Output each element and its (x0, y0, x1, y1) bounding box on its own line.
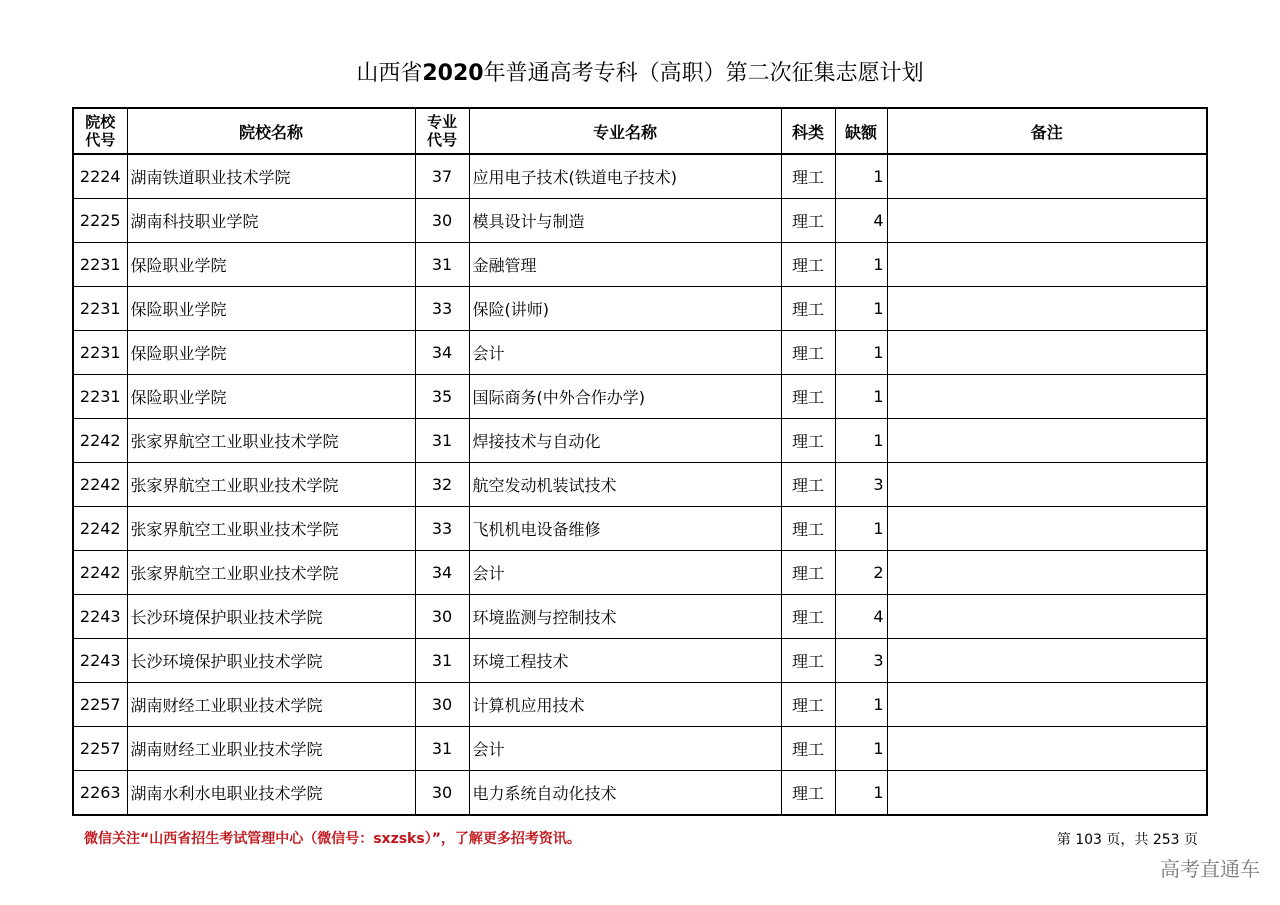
cell-remarks (887, 375, 1207, 419)
cell-major-name: 焊接技术与自动化 (469, 419, 781, 463)
cell-major-code: 31 (415, 639, 469, 683)
cell-remarks (887, 727, 1207, 771)
cell-category: 理工 (781, 507, 835, 551)
header-major-name: 专业名称 (469, 108, 781, 154)
title-prefix: 山西省 (356, 61, 423, 86)
cell-remarks (887, 331, 1207, 375)
cell-major-name: 环境工程技术 (469, 639, 781, 683)
cell-category: 理工 (781, 639, 835, 683)
cell-vacancies: 1 (835, 331, 887, 375)
cell-school-name: 张家界航空工业职业技术学院 (127, 419, 415, 463)
cell-school-name: 张家界航空工业职业技术学院 (127, 507, 415, 551)
cell-major-code: 32 (415, 463, 469, 507)
table-row (73, 199, 1207, 243)
cell-category: 理工 (781, 243, 835, 287)
table-row (73, 375, 1207, 419)
cell-vacancies: 1 (835, 375, 887, 419)
title-suffix: 年普通高考专科（高职）第二次征集志愿计划 (483, 61, 924, 86)
cell-major-name: 金融管理 (469, 243, 781, 287)
cell-major-name: 会计 (469, 727, 781, 771)
cell-school-name: 保险职业学院 (127, 243, 415, 287)
cell-school-code: 2242 (73, 463, 127, 507)
cell-school-code: 2224 (73, 154, 127, 199)
cell-major-code: 37 (415, 154, 469, 199)
cell-vacancies: 4 (835, 199, 887, 243)
cell-category: 理工 (781, 331, 835, 375)
cell-school-name: 湖南财经工业职业技术学院 (127, 683, 415, 727)
header-category: 科类 (781, 108, 835, 154)
cell-vacancies: 1 (835, 683, 887, 727)
cell-school-name: 湖南财经工业职业技术学院 (127, 727, 415, 771)
cell-vacancies: 1 (835, 243, 887, 287)
cell-major-code: 31 (415, 419, 469, 463)
cell-school-name: 长沙环境保护职业技术学院 (127, 639, 415, 683)
table-header-row (73, 108, 1207, 154)
cell-vacancies: 3 (835, 463, 887, 507)
cell-major-name: 应用电子技术(铁道电子技术) (469, 154, 781, 199)
cell-school-code: 2242 (73, 507, 127, 551)
cell-school-name: 张家界航空工业职业技术学院 (127, 463, 415, 507)
cell-school-code: 2242 (73, 419, 127, 463)
cell-remarks (887, 683, 1207, 727)
cell-category: 理工 (781, 419, 835, 463)
cell-major-name: 电力系统自动化技术 (469, 771, 781, 816)
table-row (73, 595, 1207, 639)
cell-category: 理工 (781, 375, 835, 419)
cell-remarks (887, 551, 1207, 595)
table-row (73, 331, 1207, 375)
cell-remarks (887, 463, 1207, 507)
table-row (73, 463, 1207, 507)
cell-category: 理工 (781, 771, 835, 816)
cell-school-code: 2231 (73, 375, 127, 419)
cell-vacancies: 4 (835, 595, 887, 639)
cell-major-name: 模具设计与制造 (469, 199, 781, 243)
cell-vacancies: 1 (835, 419, 887, 463)
cell-remarks (887, 595, 1207, 639)
cell-major-name: 保险(讲师) (469, 287, 781, 331)
cell-major-code: 31 (415, 727, 469, 771)
cell-category: 理工 (781, 199, 835, 243)
cell-school-code: 2243 (73, 639, 127, 683)
table-row (73, 507, 1207, 551)
cell-school-name: 保险职业学院 (127, 331, 415, 375)
cell-major-code: 30 (415, 199, 469, 243)
watermark-text: 高考直通车 (1160, 857, 1260, 881)
table-row (73, 287, 1207, 331)
cell-remarks (887, 771, 1207, 816)
cell-vacancies: 1 (835, 287, 887, 331)
plan-table (72, 107, 1208, 816)
cell-vacancies: 1 (835, 771, 887, 816)
table-row (73, 243, 1207, 287)
cell-category: 理工 (781, 683, 835, 727)
table-row (73, 154, 1207, 199)
header-remarks: 备注 (887, 108, 1207, 154)
table-row (73, 419, 1207, 463)
page-counter: 第 103 页，共 253 页 (1056, 832, 1198, 848)
cell-remarks (887, 507, 1207, 551)
cell-school-code: 2225 (73, 199, 127, 243)
cell-category: 理工 (781, 551, 835, 595)
cell-vacancies: 2 (835, 551, 887, 595)
table-row (73, 727, 1207, 771)
cell-category: 理工 (781, 595, 835, 639)
cell-school-code: 2263 (73, 771, 127, 816)
cell-vacancies: 3 (835, 639, 887, 683)
cell-major-code: 31 (415, 243, 469, 287)
cell-major-code: 30 (415, 771, 469, 816)
header-major-code: 专业 代号 (415, 108, 469, 154)
wechat-footnote: 微信关注“山西省招生考试管理中心（微信号：sxzsks）”，了解更多招考资讯。 (84, 831, 581, 847)
cell-major-name: 会计 (469, 331, 781, 375)
cell-school-code: 2257 (73, 683, 127, 727)
cell-school-name: 湖南科技职业学院 (127, 199, 415, 243)
cell-major-name: 计算机应用技术 (469, 683, 781, 727)
cell-vacancies: 1 (835, 727, 887, 771)
cell-remarks (887, 243, 1207, 287)
title-year: 2020 (422, 61, 484, 86)
cell-remarks (887, 419, 1207, 463)
header-vacancies: 缺额 (835, 108, 887, 154)
cell-school-code: 2231 (73, 331, 127, 375)
cell-school-code: 2243 (73, 595, 127, 639)
cell-remarks (887, 154, 1207, 199)
cell-school-code: 2242 (73, 551, 127, 595)
cell-remarks (887, 199, 1207, 243)
cell-school-name: 长沙环境保护职业技术学院 (127, 595, 415, 639)
cell-school-name: 湖南水利水电职业技术学院 (127, 771, 415, 816)
cell-major-code: 30 (415, 683, 469, 727)
cell-major-code: 33 (415, 287, 469, 331)
table-row (73, 683, 1207, 727)
table-row (73, 771, 1207, 816)
cell-vacancies: 1 (835, 507, 887, 551)
cell-school-code: 2231 (73, 287, 127, 331)
cell-major-code: 30 (415, 595, 469, 639)
cell-school-name: 张家界航空工业职业技术学院 (127, 551, 415, 595)
cell-major-code: 33 (415, 507, 469, 551)
header-school-name: 院校名称 (127, 108, 415, 154)
cell-major-name: 航空发动机装试技术 (469, 463, 781, 507)
cell-remarks (887, 639, 1207, 683)
header-school-code: 院校 代号 (73, 108, 127, 154)
cell-vacancies: 1 (835, 154, 887, 199)
page-title (0, 56, 1280, 92)
cell-school-name: 保险职业学院 (127, 375, 415, 419)
cell-major-name: 环境监测与控制技术 (469, 595, 781, 639)
cell-school-name: 保险职业学院 (127, 287, 415, 331)
cell-major-code: 35 (415, 375, 469, 419)
cell-major-code: 34 (415, 331, 469, 375)
cell-major-name: 飞机机电设备维修 (469, 507, 781, 551)
cell-school-name: 湖南铁道职业技术学院 (127, 154, 415, 199)
cell-category: 理工 (781, 154, 835, 199)
cell-remarks (887, 287, 1207, 331)
cell-major-name: 国际商务(中外合作办学) (469, 375, 781, 419)
table-row (73, 551, 1207, 595)
table-row (73, 639, 1207, 683)
cell-major-code: 34 (415, 551, 469, 595)
cell-major-name: 会计 (469, 551, 781, 595)
cell-school-code: 2257 (73, 727, 127, 771)
cell-category: 理工 (781, 727, 835, 771)
cell-category: 理工 (781, 287, 835, 331)
cell-school-code: 2231 (73, 243, 127, 287)
cell-category: 理工 (781, 463, 835, 507)
